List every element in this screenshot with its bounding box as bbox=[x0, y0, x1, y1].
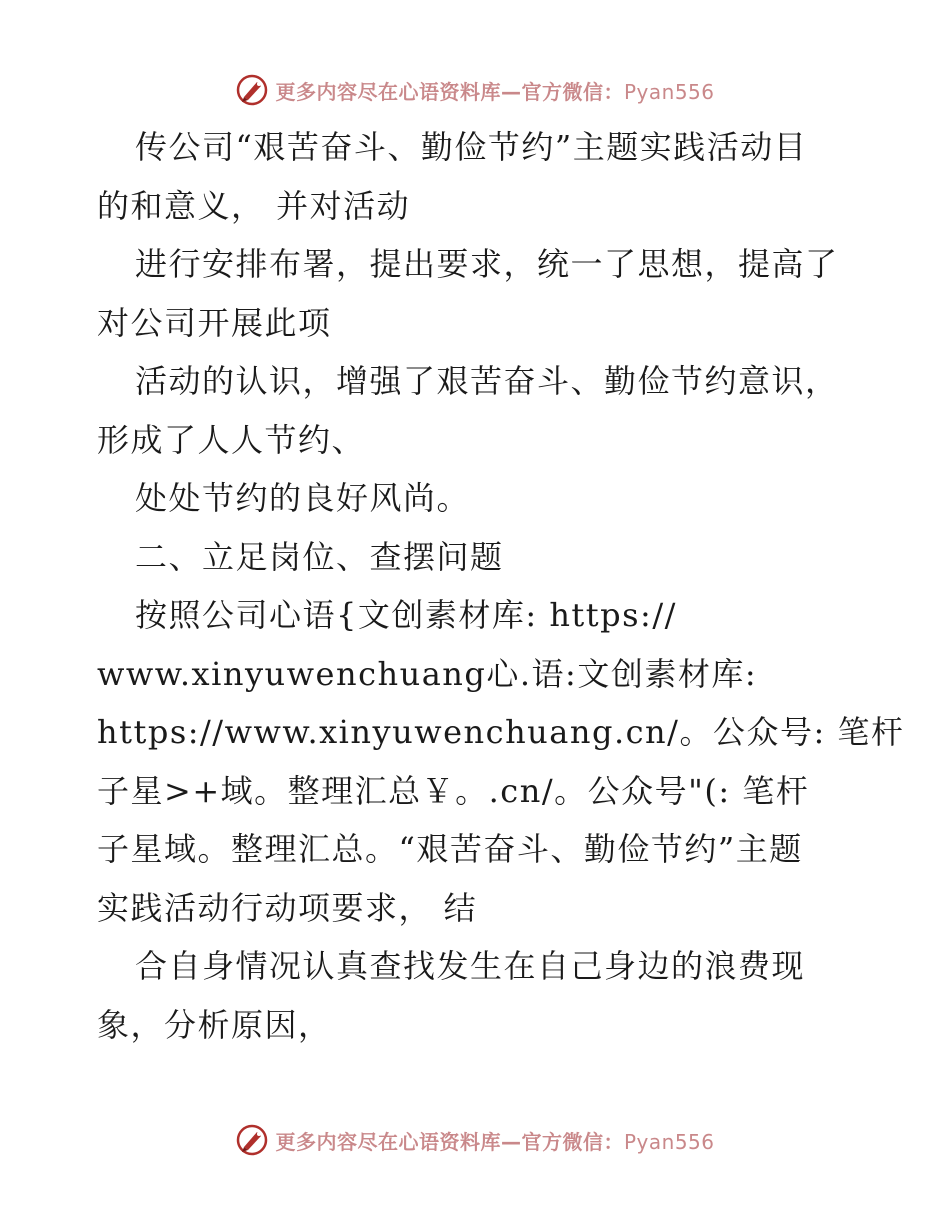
xinyu-logo-icon bbox=[235, 73, 269, 107]
text-line: 传公司“艰苦奋斗、勤俭节约”主题实践活动目 bbox=[135, 128, 808, 166]
body-text bbox=[97, 118, 905, 1054]
text-line: 按照公司心语{文创素材库: https:// bbox=[135, 596, 677, 634]
text-line: 对公司开展此项 bbox=[97, 303, 332, 342]
footer-watermark bbox=[0, 1120, 950, 1160]
text-line: 处处节约的良好风尚。 bbox=[135, 479, 471, 517]
xinyu-logo-icon bbox=[235, 1123, 269, 1157]
text-line: https://www.xinyuwenchuang.cn/。公众号: 笔杆 bbox=[97, 713, 905, 751]
text-line: 实践活动行动项要求， 结 bbox=[97, 888, 478, 927]
watermark-text: 更多内容尽在心语资料库—官方微信：Pyan556 bbox=[275, 79, 715, 104]
text-line: 二、立足岗位、查摆问题 bbox=[135, 537, 504, 576]
text-line: 合自身情况认真查找发生在自己身边的浪费现 bbox=[135, 947, 806, 985]
text-line: 形成了人人节约、 bbox=[97, 420, 366, 459]
text-line: 的和意义， 并对活动 bbox=[97, 186, 411, 225]
text-line: 象，分析原因， bbox=[97, 1005, 332, 1044]
watermark-text: 更多内容尽在心语资料库—官方微信：Pyan556 bbox=[275, 1129, 715, 1154]
text-line: 子星域。整理汇总。“艰苦奋斗、勤俭节约”主题 bbox=[97, 830, 803, 868]
text-line: 子星>+域。整理汇总￥。.cn/。公众号"(: 笔杆 bbox=[97, 771, 810, 810]
text-line: www.xinyuwenchuang心.语:文创素材库: bbox=[97, 654, 758, 693]
text-line: 活动的认识，增强了艰苦奋斗、勤俭节约意识， bbox=[135, 362, 839, 400]
header-watermark bbox=[0, 70, 950, 110]
text-line: 进行安排布署，提出要求，统一了思想，提高了 bbox=[135, 245, 839, 283]
